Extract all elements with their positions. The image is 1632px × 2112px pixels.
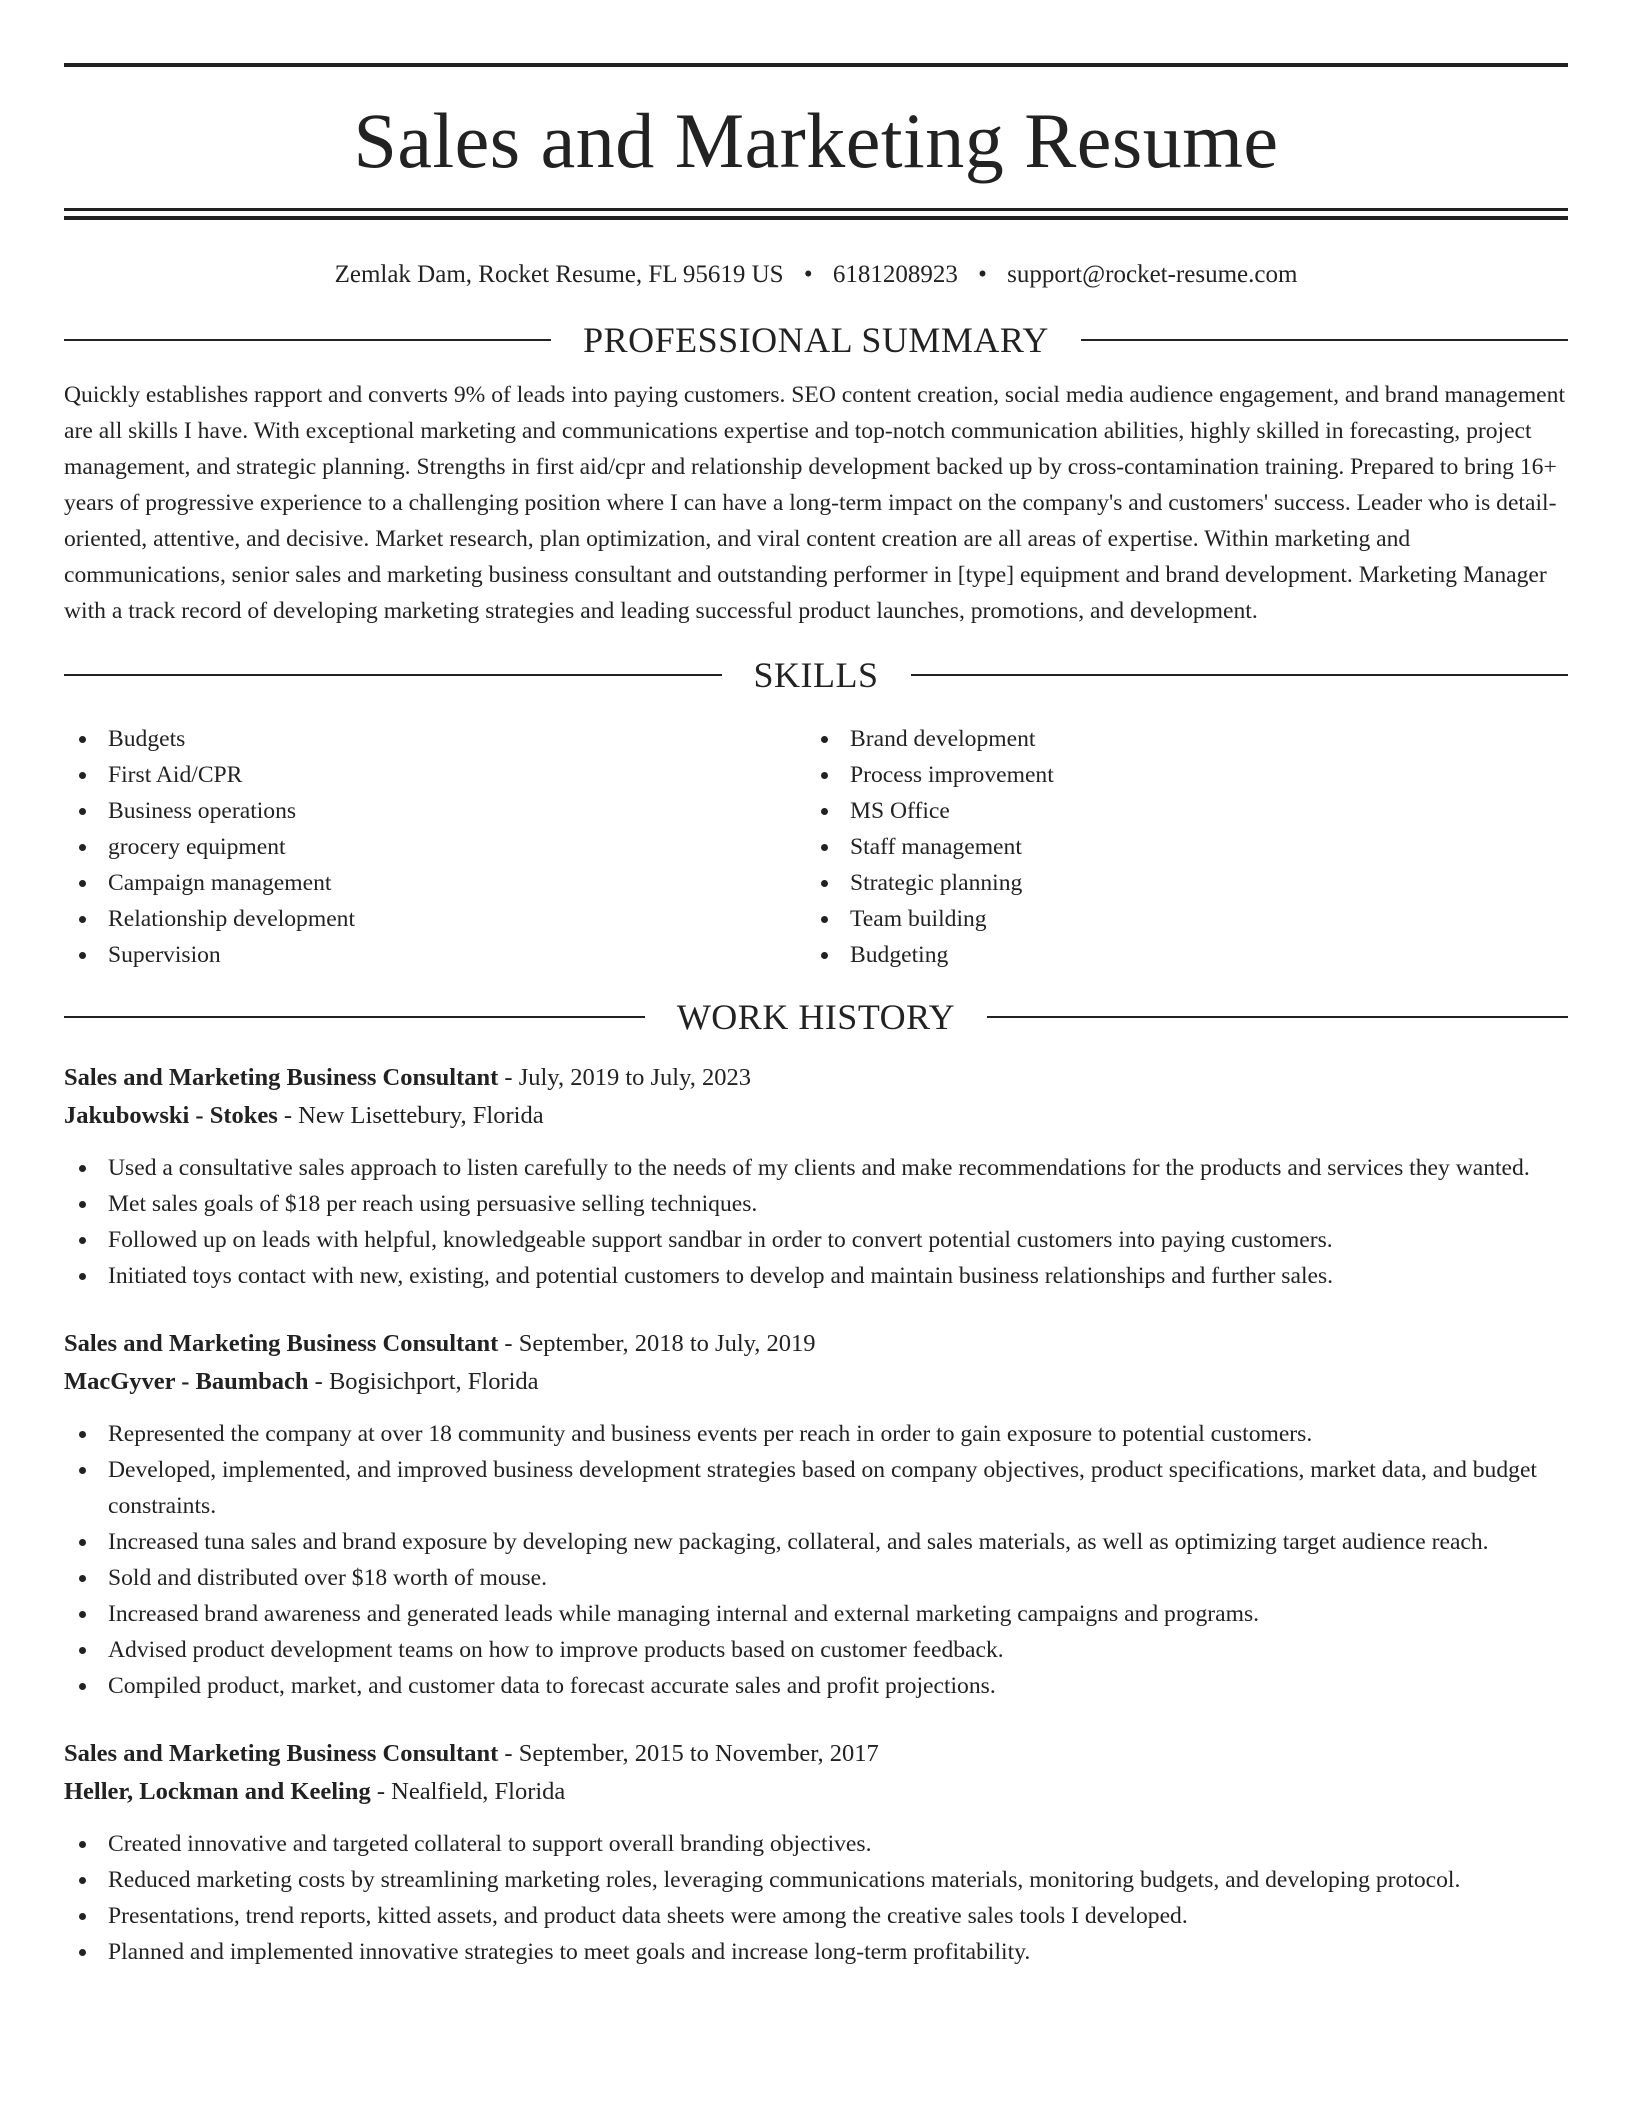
skills-column-left	[64, 721, 806, 973]
job-company: Jakubowski - Stokes	[64, 1102, 278, 1129]
divider-line	[1081, 339, 1568, 341]
job-company: Heller, Lockman and Keeling	[64, 1778, 371, 1805]
job-bullet: Sold and distributed over $18 worth of mouse.	[64, 1560, 1568, 1596]
job-title: Sales and Marketing Business Consultant	[64, 1740, 499, 1767]
job-entry	[64, 1325, 1568, 1704]
skill-item: Relationship development	[64, 901, 806, 937]
job-company-line	[64, 1773, 1568, 1811]
job-title: Sales and Marketing Business Consultant	[64, 1064, 499, 1091]
skill-item: MS Office	[806, 793, 1548, 829]
job-bullet: Compiled product, market, and customer data to forecast accurate sales and profit projections.	[64, 1668, 1568, 1704]
job-bullet: Represented the company at over 18 community and business events per reach in order to gain exposure to potential customers.	[64, 1416, 1568, 1452]
job-bullet: Increased brand awareness and generated leads while managing internal and external marketing campaigns and programs.	[64, 1596, 1568, 1632]
job-bullet: Reduced marketing costs by streamlining marketing roles, leveraging communications materials, monitoring budgets, and developing protocol.	[64, 1862, 1568, 1898]
job-location: - Nealfield, Florida	[370, 1778, 566, 1805]
skills-section-title: SKILLS	[753, 655, 879, 695]
divider-line	[911, 674, 1569, 676]
work-section-title: WORK HISTORY	[676, 997, 956, 1037]
job-bullets	[64, 1150, 1568, 1294]
divider-line	[64, 1016, 645, 1018]
skills-column-right	[806, 721, 1548, 973]
job-bullet: Presentations, trend reports, kitted assets, and product data sheets were among the creative sales tools I developed.	[64, 1898, 1568, 1934]
contact-email: support@rocket-resume.com	[1007, 261, 1298, 288]
job-dates: - September, 2015 to November, 2017	[498, 1740, 879, 1767]
job-location: - New Lisettebury, Florida	[277, 1102, 544, 1129]
job-bullet: Initiated toys contact with new, existing, and potential customers to develop and maintain business relationships and further sales.	[64, 1258, 1568, 1294]
skill-item: Process improvement	[806, 757, 1548, 793]
skill-item: Supervision	[64, 937, 806, 973]
contact-separator: •	[803, 261, 813, 288]
divider-line	[64, 339, 551, 341]
job-dates: - September, 2018 to July, 2019	[498, 1330, 816, 1357]
job-title-line	[64, 1059, 1568, 1097]
job-bullets	[64, 1416, 1568, 1704]
skill-item: grocery equipment	[64, 829, 806, 865]
job-company-line	[64, 1097, 1568, 1135]
contact-phone: 6181208923	[832, 261, 958, 288]
job-title: Sales and Marketing Business Consultant	[64, 1330, 499, 1357]
job-bullet: Planned and implemented innovative strategies to meet goals and increase long-term profitability.	[64, 1934, 1568, 1970]
job-title-line	[64, 1735, 1568, 1773]
skill-item: First Aid/CPR	[64, 757, 806, 793]
job-bullet: Increased tuna sales and brand exposure by developing new packaging, collateral, and sales materials, as well as optimizing target audience reach.	[64, 1524, 1568, 1560]
job-bullet: Used a consultative sales approach to listen carefully to the needs of my clients and make recommendations for the products and services they wanted.	[64, 1150, 1568, 1186]
job-location: - Bogisichport, Florida	[308, 1368, 539, 1395]
summary-section-title: PROFESSIONAL SUMMARY	[583, 320, 1049, 360]
contact-line	[64, 254, 1568, 296]
job-entry	[64, 1059, 1568, 1294]
top-rule	[64, 63, 1568, 67]
skill-item: Business operations	[64, 793, 806, 829]
divider-line	[64, 674, 722, 676]
job-company-line	[64, 1363, 1568, 1401]
contact-address: Zemlak Dam, Rocket Resume, FL 95619 US	[334, 261, 784, 288]
job-dates: - July, 2019 to July, 2023	[498, 1064, 752, 1091]
resume-page	[64, 0, 1568, 1970]
job-bullet: Developed, implemented, and improved business development strategies based on company objectives, product specifications, market data, and budget constraints.	[64, 1452, 1568, 1524]
job-bullet: Created innovative and targeted collateral to support overall branding objectives.	[64, 1826, 1568, 1862]
summary-text: Quickly establishes rapport and converts 9% of leads into paying customers. SEO content creation, social media audience engagement, and brand management are all skills I have. With exceptional marketing and communications expertise and top-notch communication abilities, highly skilled in forecasting, project management, and strategic planning. Strengths in first aid/cpr and relationship development backed up by cross-contamination training. Prepared to bring 16+ years of progressive experience to a challenging position where I can have a long-term impact on the company's and customers' success. Leader who is detail-oriented, attentive, and decisive. Market research, plan optimization, and viral content creation are all areas of expertise. Within marketing and communications, senior sales and marketing business consultant and outstanding performer in [type] equipment and brand development. Marketing Manager with a track record of developing marketing strategies and leading successful product launches, promotions, and development.	[64, 382, 1566, 624]
job-bullet: Advised product development teams on how to improve products based on customer feedback.	[64, 1632, 1568, 1668]
skills-list	[64, 721, 1568, 973]
skill-item: Campaign management	[64, 865, 806, 901]
title-double-rule	[64, 208, 1568, 220]
skill-item: Brand development	[806, 721, 1548, 757]
skills-section-header	[64, 653, 1568, 697]
divider-line	[987, 1016, 1568, 1018]
page-title: Sales and Marketing Resume	[353, 97, 1279, 184]
job-bullet: Followed up on leads with helpful, knowledgeable support sandbar in order to convert potential customers into paying customers.	[64, 1222, 1568, 1258]
job-bullets	[64, 1826, 1568, 1970]
summary-section-header	[64, 318, 1568, 362]
job-entry	[64, 1735, 1568, 1970]
job-title-line	[64, 1325, 1568, 1363]
skill-item: Budgets	[64, 721, 806, 757]
skill-item: Staff management	[806, 829, 1548, 865]
job-bullet: Met sales goals of $18 per reach using persuasive selling techniques.	[64, 1186, 1568, 1222]
job-company: MacGyver - Baumbach	[64, 1368, 309, 1395]
skill-item: Strategic planning	[806, 865, 1548, 901]
skill-item: Team building	[806, 901, 1548, 937]
work-section-header	[64, 995, 1568, 1039]
skill-item: Budgeting	[806, 937, 1548, 973]
contact-separator: •	[978, 261, 987, 288]
